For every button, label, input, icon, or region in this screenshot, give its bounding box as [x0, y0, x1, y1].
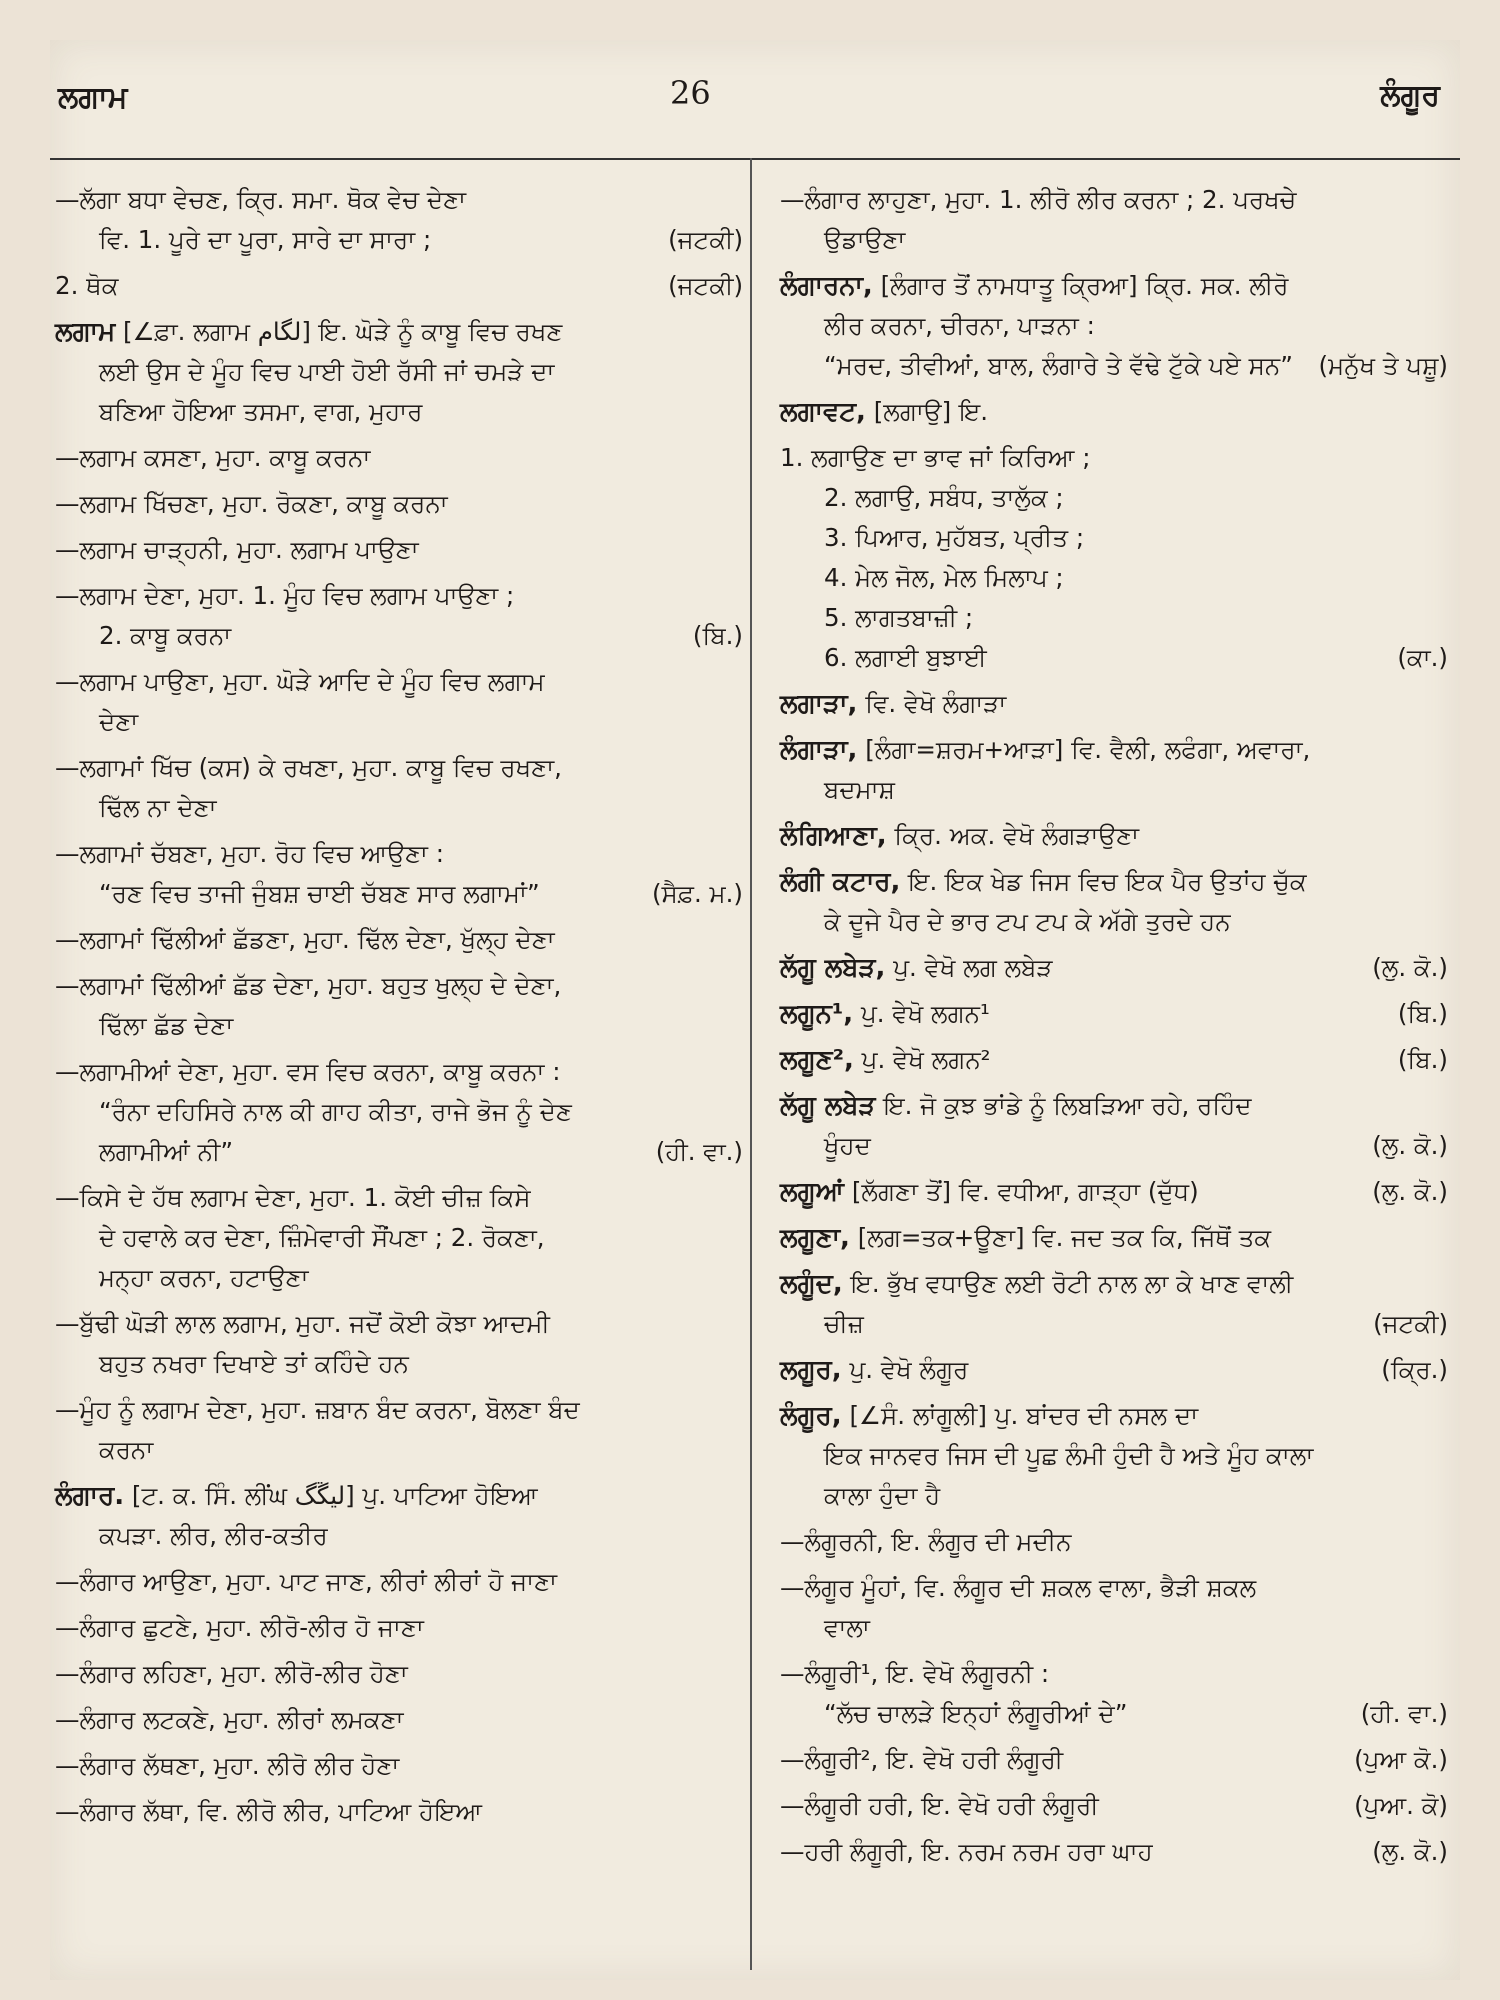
dictionary-entry — [55, 1052, 745, 1172]
entry-text: [ਲੱਗਣਾ ਤੋਂ] ਵਿ. ਵਧੀਆ, ਗਾੜ੍ਹਾ (ਦੁੱਧ) — [851, 1177, 1199, 1206]
entry-text: —ਲੰਗਾਰ ਲਟਕਣੇ, ਮੁਹਾ. ਲੀਰਾਂ ਲਮਕਣਾ — [55, 1705, 404, 1734]
dictionary-entry — [780, 1396, 1450, 1516]
entry-line — [780, 1172, 1360, 1212]
entry-text: —ਲੰਗੂਰ ਮੂੰਹਾਂ, ਵਿ. ਲੰਗੂਰ ਦੀ ਸ਼ਕਲ ਵਾਲਾ, ਭੈੜੀ ਸ਼ਕਲ — [780, 1573, 1257, 1602]
headword: ਲਗੂਣਾ, — [780, 1223, 850, 1253]
entry-text: ਕ੍ਰਿ. ਅਕ. ਵੇਖੋ ਲੰਗੜਾਉਣਾ — [894, 821, 1140, 850]
dictionary-entry — [780, 1218, 1450, 1258]
entry-text: —ਲਗਾਮ ਚਾੜ੍ਹਨੀ, ਮੁਹਾ. ਲਗਾਮ ਪਾਉਣਾ — [55, 535, 419, 564]
entry-text: ਬਦਮਾਸ਼ — [824, 775, 895, 804]
dictionary-entry — [55, 920, 745, 960]
entry-line — [55, 220, 655, 260]
dictionary-entry — [55, 1562, 745, 1602]
entry-line — [780, 770, 1360, 810]
right-guide-word: ਲੰਗੂਰ — [1380, 78, 1440, 113]
entry-line — [55, 1700, 655, 1740]
entry-text: [ਟ. ਕ. ਸਿੰ. ਲੀਂਘ لیڱگ] ਪੁ. ਪਾਟਿਆ ਹੋਇਆ — [131, 1481, 538, 1510]
entry-line — [55, 662, 655, 702]
entry-line — [55, 1258, 655, 1298]
entry-line — [780, 518, 1360, 558]
entry-text: —ਲੰਗਾਰ ਲਹਿਣਾ, ਮੁਹਾ. ਲੀਰੋ-ਲੀਰ ਹੋਣਾ — [55, 1659, 408, 1688]
entry-line — [55, 312, 655, 352]
dictionary-entry — [780, 1568, 1450, 1648]
entry-line — [780, 1218, 1360, 1258]
dictionary-entry — [55, 1792, 745, 1832]
entry-text: ਇਕ ਜਾਨਵਰ ਜਿਸ ਦੀ ਪੂਛ ਲੰਮੀ ਹੁੰਦੀ ਹੈ ਅਤੇ ਮੂੰਹ ਕਾਲਾ — [824, 1441, 1314, 1470]
page-header — [50, 70, 1460, 130]
entry-line — [780, 1740, 1360, 1780]
entry-text: ਦੇਣਾ — [99, 707, 139, 736]
dictionary-entry — [780, 266, 1450, 386]
entry-text: [ਲਗਾਉ] ਇ. — [873, 397, 989, 426]
entry-text: —ਲਗਾਮਾਂ ਚੱਬਣਾ, ਮੁਹਾ. ਰੋਹ ਵਿਚ ਆਉਣਾ : — [55, 839, 444, 868]
entry-text: ਦੇ ਹਵਾਲੇ ਕਰ ਦੇਣਾ, ਜ਼ਿੰਮੇਵਾਰੀ ਸੌਂਪਣਾ ; 2. ਰੋਕਣਾ, — [99, 1223, 545, 1252]
dictionary-entry — [55, 576, 745, 656]
dictionary-entry — [780, 1172, 1450, 1212]
entry-text: 4. ਮੇਲ ਜੋਲ, ਮੇਲ ਮਿਲਾਪ ; — [824, 563, 1064, 592]
headword: ਲਗੂਆਂ — [780, 1177, 845, 1207]
entry-text: ਮਨ੍ਹਾ ਕਰਨਾ, ਹਟਾਉਣਾ — [99, 1263, 309, 1292]
entry-text: ਲੀਰ ਕਰਨਾ, ਚੀਰਨਾ, ਪਾੜਨਾ : — [824, 311, 1095, 340]
entry-text: ਪੁ. ਵੇਖੋ ਲਗਨ¹ — [860, 999, 990, 1028]
entry-line — [780, 1040, 1360, 1080]
entry-text: —ਲੰਗਾਰ ਲੱਥਾ, ਵਿ. ਲੀਰੋ ਲੀਰ, ਪਾਟਿਆ ਹੋਇਆ — [55, 1797, 483, 1826]
headword: ਲਗਾਵਟ, — [780, 397, 866, 427]
entry-text: 2. ਲਗਾਉ, ਸਬੰਧ, ਤਾਲੁੱਕ ; — [824, 483, 1064, 512]
headword: ਲੱਗੂ ਲਬੇੜ — [780, 1091, 876, 1121]
entry-line — [780, 948, 1360, 988]
entry-line — [780, 598, 1360, 638]
entry-text: ਖੂੰਹਦ — [824, 1131, 871, 1160]
dictionary-page — [50, 40, 1460, 1980]
entry-text: —ਕਿਸੇ ਦੇ ਹੱਥ ਲਗਾਮ ਦੇਣਾ, ਮੁਹਾ. 1. ਕੋਈ ਚੀਜ਼ ਕਿਸੇ — [55, 1183, 531, 1212]
entry-text: —ਹਰੀ ਲੰਗੂਰੀ, ਇ. ਨਰਮ ਨਰਮ ਹਰਾ ਘਾਹ — [780, 1837, 1153, 1866]
left-column — [55, 180, 745, 1838]
entry-line — [780, 1522, 1360, 1562]
entry-text: ਕਪੜਾ. ਲੀਰ, ਲੀਰ-ਕਤੀਰ — [99, 1521, 328, 1550]
entry-line — [780, 730, 1360, 770]
dictionary-entry — [780, 684, 1450, 724]
entry-text: ਇ. ਜੋ ਕੁਝ ਭਾਂਡੇ ਨੂੰ ਲਿਬੜਿਆ ਰਹੇ, ਰਹਿੰਦ — [883, 1091, 1252, 1120]
dictionary-entry — [780, 1350, 1450, 1390]
entry-line — [780, 1654, 1360, 1694]
entry-text: [ਲੰਗਾਰ ਤੋਂ ਨਾਮਧਾਤੂ ਕ੍ਰਿਆ] ਕ੍ਰਿ. ਸਕ. ਲੀਰੋ — [880, 271, 1289, 300]
entry-text: ਢਿੱਲਾ ਛੱਡ ਦੇਣਾ — [99, 1011, 234, 1040]
entry-line — [780, 816, 1360, 856]
headword: ਲਗੂਨ¹, — [780, 999, 854, 1029]
dictionary-entry — [780, 862, 1450, 942]
entry-line — [55, 966, 655, 1006]
entry-line — [55, 438, 655, 478]
entry-line — [55, 1218, 655, 1258]
dictionary-entry — [780, 1654, 1450, 1734]
entry-line — [55, 484, 655, 524]
source-abbreviation: (ਜਟਕੀ) — [1373, 1309, 1448, 1338]
entry-text: “ਰਣ ਵਿਚ ਤਾਜੀ ਜੁੰਬਸ਼ ਚਾਈ ਚੱਬਣ ਸਾਰ ਲਗਾਮਾਂ” — [99, 879, 540, 908]
entry-line — [780, 862, 1360, 902]
headword: ਲੱਗੂ ਲਬੇੜ, — [780, 953, 886, 983]
dictionary-entry — [780, 948, 1450, 988]
entry-line — [55, 1092, 655, 1132]
entry-line — [780, 1476, 1360, 1516]
entry-line — [55, 748, 655, 788]
source-abbreviation: (ਸੈਫ਼. ਮ.) — [652, 879, 743, 908]
headword: ਲਗੂੰਦ, — [780, 1269, 843, 1299]
dictionary-entry — [780, 1522, 1450, 1562]
source-abbreviation: (ਜਟਕੀ) — [668, 225, 743, 254]
entry-line — [55, 1516, 655, 1556]
entry-line — [55, 1178, 655, 1218]
dictionary-entry — [55, 1476, 745, 1556]
entry-text: ਪੁ. ਵੇਖੋ ਲਗਨ² — [861, 1045, 991, 1074]
dictionary-entry — [780, 730, 1450, 810]
entry-line — [780, 1086, 1360, 1126]
left-guide-word: ਲਗਾਮ — [58, 80, 128, 115]
entry-line — [55, 920, 655, 960]
entry-text: —ਲਗਾਮਾਂ ਢਿੱਲੀਆਂ ਛੱਡ ਦੇਣਾ, ਮੁਹਾ. ਬਹੁਤ ਖੁਲ੍ਹ ਦੇ ਦੇਣਾ, — [55, 971, 562, 1000]
entry-line — [780, 1608, 1360, 1648]
source-abbreviation: (ਜਟਕੀ) — [668, 271, 743, 300]
entry-line — [780, 392, 1360, 432]
dictionary-entry — [55, 1178, 745, 1298]
dictionary-entry — [55, 312, 745, 432]
entry-text: ਕੇ ਦੂਜੇ ਪੈਰ ਦੇ ਭਾਰ ਟਪ ਟਪ ਕੇ ਅੱਗੇ ਤੁਰਦੇ ਹਨ — [824, 907, 1231, 936]
entry-text: ਉਡਾਉਣਾ — [824, 225, 906, 254]
entry-line — [55, 788, 655, 828]
source-abbreviation: (ਪੁਆ. ਕੋ) — [1354, 1791, 1448, 1820]
entry-line — [780, 220, 1360, 260]
source-abbreviation: (ਲੁ. ਕੋ.) — [1372, 1177, 1448, 1206]
source-abbreviation: (ਬਿ.) — [1397, 999, 1448, 1028]
entry-line — [780, 266, 1360, 306]
entry-text: ਇ. ਭੁੱਖ ਵਧਾਉਣ ਲਈ ਰੋਟੀ ਨਾਲ ਲਾ ਕੇ ਖਾਣ ਵਾਲੀ — [850, 1269, 1294, 1298]
entry-text: 5. ਲਾਗਤਬਾਜ਼ੀ ; — [824, 603, 974, 632]
headword: ਲੰਗਾਰ. — [55, 1481, 125, 1511]
dictionary-entry — [780, 438, 1450, 678]
page-number: 26 — [670, 74, 711, 112]
entry-line — [780, 1396, 1360, 1436]
entry-line — [55, 616, 655, 656]
entry-text: ਪੁ. ਵੇਖੋ ਲਗ ਲਬੇੜ — [893, 953, 1053, 982]
entry-text: [∠ਸੰ. ਲਾਂਗੂਲੀ] ਪੁ. ਬਾਂਦਰ ਦੀ ਨਸਲ ਦਾ — [849, 1401, 1199, 1430]
dictionary-entry — [55, 748, 745, 828]
dictionary-entry — [780, 1832, 1450, 1872]
dictionary-entry — [55, 1390, 745, 1470]
entry-text: —ਲੰਗਾਰ ਆਉਣਾ, ਮੁਹਾ. ਪਾਟ ਜਾਣ, ਲੀਰਾਂ ਲੀਰਾਂ ਹੋ ਜਾਣਾ — [55, 1567, 558, 1596]
entry-line — [55, 180, 655, 220]
entry-line — [55, 1608, 655, 1648]
entry-text: ਬਹੁਤ ਨਖਰਾ ਦਿਖਾਏ ਤਾਂ ਕਹਿੰਦੇ ਹਨ — [99, 1349, 409, 1378]
entry-text: —ਲਗਾਮਾਂ ਖਿੱਚ (ਕਸ) ਕੇ ਰਖਣਾ, ਮੁਹਾ. ਕਾਬੂ ਵਿਚ ਰਖਣਾ, — [55, 753, 562, 782]
headword: ਲਗੂਣ², — [780, 1045, 854, 1075]
entry-line — [55, 266, 655, 306]
dictionary-entry — [55, 966, 745, 1046]
dictionary-entry — [55, 1746, 745, 1786]
entry-line — [55, 1344, 655, 1384]
dictionary-entry — [55, 834, 745, 914]
source-abbreviation: (ਮਨੁੱਖ ਤੇ ਪਸ਼ੂ) — [1318, 351, 1448, 380]
dictionary-entry — [780, 180, 1450, 260]
headword: ਲੰਗੀ ਕਟਾਰ, — [780, 867, 901, 897]
headword: ਲਗਾਮ — [55, 317, 116, 347]
headword: ਲਗਾੜਾ, — [780, 689, 858, 719]
dictionary-entry — [55, 1654, 745, 1694]
entry-line — [780, 1264, 1360, 1304]
entry-line — [55, 576, 655, 616]
entry-text: ਢਿੱਲ ਨਾ ਦੇਣਾ — [99, 793, 217, 822]
entry-line — [780, 1350, 1360, 1390]
entry-line — [55, 1006, 655, 1046]
headword: ਲੰਗਿਆਣਾ, — [780, 821, 887, 851]
source-abbreviation: (ਬਿ.) — [1397, 1045, 1448, 1074]
entry-line — [55, 1304, 655, 1344]
entry-text: “ਰੰਨਾ ਦਹਿਸਿਰੇ ਨਾਲ ਕੀ ਗਾਹ ਕੀਤਾ, ਰਾਜੇ ਭੋਜ ਨੂੰ ਦੇਣ — [99, 1097, 572, 1126]
entry-text: —ਲੰਗਾਰ ਲੱਥਣਾ, ਮੁਹਾ. ਲੀਰੋ ਲੀਰ ਹੋਣਾ — [55, 1751, 400, 1780]
headword: ਲੰਗਾੜਾ, — [780, 735, 858, 765]
dictionary-entry — [55, 266, 745, 306]
entry-line — [780, 438, 1360, 478]
dictionary-entry — [780, 816, 1450, 856]
entry-text: —ਲਗਾਮ ਪਾਉਣਾ, ਮੁਹਾ. ਘੋੜੇ ਆਦਿ ਦੇ ਮੂੰਹ ਵਿਚ ਲਗਾਮ — [55, 667, 545, 696]
entry-line — [55, 834, 655, 874]
source-abbreviation: (ਬਿ.) — [692, 621, 743, 650]
entry-line — [55, 1132, 655, 1172]
entry-line — [55, 1746, 655, 1786]
entry-text: [ਲਗ=ਤਕ+ਊਣਾ] ਵਿ. ਜਦ ਤਕ ਕਿ, ਜਿੱਥੋਂ ਤਕ — [857, 1223, 1272, 1252]
entry-line — [55, 392, 655, 432]
entry-text: 2. ਕਾਬੂ ਕਰਨਾ — [99, 621, 232, 650]
dictionary-entry — [55, 1608, 745, 1648]
source-abbreviation: (ਲੁ. ਕੋ.) — [1372, 1131, 1448, 1160]
entry-text: —ਲਗਾਮਾਂ ਢਿੱਲੀਆਂ ਛੱਡਣਾ, ਮੁਹਾ. ਢਿੱਲ ਦੇਣਾ, ਖੁੱਲ੍ਹ ਦੇਣਾ — [55, 925, 555, 954]
entry-line — [780, 902, 1360, 942]
entry-line — [780, 1126, 1360, 1166]
entry-text: —ਲਗਾਮ ਕਸਣਾ, ਮੁਹਾ. ਕਾਬੂ ਕਰਨਾ — [55, 443, 371, 472]
entry-line — [55, 1052, 655, 1092]
entry-text: ਕਰਨਾ — [99, 1435, 154, 1464]
entry-line — [780, 346, 1360, 386]
dictionary-entry — [55, 662, 745, 742]
entry-line — [780, 684, 1360, 724]
source-abbreviation: (ਲੁ. ਕੋ.) — [1372, 1837, 1448, 1866]
dictionary-entry — [55, 530, 745, 570]
entry-text: ਕਾਲਾ ਹੁੰਦਾ ਹੈ — [824, 1481, 941, 1510]
entry-line — [780, 1832, 1360, 1872]
entry-line — [780, 1568, 1360, 1608]
source-abbreviation: (ਪੁਆ ਕੋ.) — [1354, 1745, 1448, 1774]
entry-line — [780, 180, 1360, 220]
entry-text: ਪੁ. ਵੇਖੋ ਲੰਗੂਰ — [849, 1355, 969, 1384]
headword: ਲਗੂਰ, — [780, 1355, 842, 1385]
entry-text: “ਲੱਚ ਚਾਲੜੇ ਇਨ੍ਹਾਂ ਲੰਗੂਰੀਆਂ ਦੇ” — [824, 1699, 1128, 1728]
column-divider — [750, 158, 752, 1970]
entry-text: ਵਾਲਾ — [824, 1613, 870, 1642]
entry-text: —ਲੰਗੂਰਨੀ, ਇ. ਲੰਗੂਰ ਦੀ ਮਦੀਨ — [780, 1527, 1072, 1556]
dictionary-entry — [780, 1086, 1450, 1166]
entry-line — [55, 702, 655, 742]
entry-text: —ਲਗਾਮ ਦੇਣਾ, ਮੁਹਾ. 1. ਮੂੰਹ ਵਿਚ ਲਗਾਮ ਪਾਉਣਾ ; — [55, 581, 515, 610]
entry-text: ਲਗਾਮੀਆਂ ਨੀ” — [99, 1137, 234, 1166]
entry-text: ਵਿ. ਵੇਖੋ ਲੰਗਾੜਾ — [865, 689, 1007, 718]
entry-text: 2. ਥੋਕ — [55, 271, 119, 300]
entry-text: —ਲੱਗਾ ਬਧਾ ਵੇਚਣ, ਕ੍ਰਿ. ਸਮਾ. ਥੋਕ ਵੇਚ ਦੇਣਾ — [55, 185, 467, 214]
source-abbreviation: (ਕ੍ਰਿ.) — [1381, 1355, 1448, 1384]
entry-line — [780, 1786, 1360, 1826]
entry-text: —ਲੰਗੂਰੀ², ਇ. ਵੇਖੋ ਹਰੀ ਲੰਗੂਰੀ — [780, 1745, 1064, 1774]
entry-line — [780, 478, 1360, 518]
dictionary-entry — [780, 392, 1450, 432]
entry-line — [55, 1792, 655, 1832]
entry-line — [55, 1562, 655, 1602]
source-abbreviation: (ਹੀ. ਵਾ.) — [655, 1137, 743, 1166]
right-column — [780, 180, 1450, 1878]
headword: ਲੰਗਾਰਨਾ, — [780, 271, 873, 301]
entry-line — [55, 1476, 655, 1516]
dictionary-entry — [55, 180, 745, 260]
entry-text: ਬਣਿਆ ਹੋਇਆ ਤਸਮਾ, ਵਾਗ, ਮੁਹਾਰ — [99, 397, 423, 426]
entry-text: ਇ. ਇਕ ਖੇਡ ਜਿਸ ਵਿਚ ਇਕ ਪੈਰ ਉਤਾਂਹ ਚੁੱਕ — [908, 867, 1307, 896]
entry-text: —ਲੰਗਾਰ ਲਾਹੁਣਾ, ਮੁਹਾ. 1. ਲੀਰੋ ਲੀਰ ਕਰਨਾ ; 2. ਪਰਖਚੇ — [780, 185, 1297, 214]
entry-line — [780, 1694, 1360, 1734]
source-abbreviation: (ਲੁ. ਕੋ.) — [1372, 953, 1448, 982]
dictionary-entry — [780, 994, 1450, 1034]
entry-text: [∠ਫ਼ਾ. ਲਗਾਮ لگام] ਇ. ਘੋੜੇ ਨੂੰ ਕਾਬੂ ਵਿਚ ਰਖਣ — [123, 317, 563, 346]
entry-text: ਲਈ ਉਸ ਦੇ ਮੂੰਹ ਵਿਚ ਪਾਈ ਹੋਈ ਰੱਸੀ ਜਾਂ ਚਮੜੇ ਦਾ — [99, 357, 555, 386]
dictionary-entry — [55, 1700, 745, 1740]
entry-line — [780, 558, 1360, 598]
entry-line — [780, 306, 1360, 346]
entry-line — [780, 638, 1360, 678]
dictionary-entry — [780, 1264, 1450, 1344]
entry-text: —ਲਗਾਮ ਖਿੱਚਣਾ, ਮੁਹਾ. ਰੋਕਣਾ, ਕਾਬੂ ਕਰਨਾ — [55, 489, 448, 518]
entry-text: ਚੀਜ਼ — [824, 1309, 864, 1338]
entry-text: —ਲੰਗਾਰ ਛੁਟਣੇ, ਮੁਹਾ. ਲੀਰੋ-ਲੀਰ ਹੋ ਜਾਣਾ — [55, 1613, 424, 1642]
entry-line — [55, 352, 655, 392]
headword: ਲੰਗੂਰ, — [780, 1401, 842, 1431]
entry-line — [55, 1654, 655, 1694]
entry-text: [ਲੰਗਾ=ਸ਼ਰਮ+ਆੜਾ] ਵਿ. ਵੈਲੀ, ਲਫੰਗਾ, ਅਵਾਰਾ, — [865, 735, 1311, 764]
entry-text: —ਲਗਾਮੀਆਂ ਦੇਣਾ, ਮੁਹਾ. ਵਸ ਵਿਚ ਕਰਨਾ, ਕਾਬੂ ਕਰਨਾ : — [55, 1057, 561, 1086]
entry-text: 3. ਪਿਆਰ, ਮੁਹੱਬਤ, ਪ੍ਰੀਤ ; — [824, 523, 1085, 552]
entry-text: 1. ਲਗਾਉਣ ਦਾ ਭਾਵ ਜਾਂ ਕਿਰਿਆ ; — [780, 443, 1091, 472]
entry-text: ਵਿ. 1. ਪੂਰੇ ਦਾ ਪੂਰਾ, ਸਾਰੇ ਦਾ ਸਾਰਾ ; — [99, 225, 432, 254]
entry-line — [780, 1304, 1360, 1344]
source-abbreviation: (ਹੀ. ਵਾ.) — [1360, 1699, 1448, 1728]
dictionary-entry — [55, 484, 745, 524]
entry-line — [780, 1436, 1360, 1476]
entry-text: 6. ਲਗਾਈ ਬੁਝਾਈ — [824, 643, 987, 672]
entry-text: —ਬੁੱਢੀ ਘੋੜੀ ਲਾਲ ਲਗਾਮ, ਮੁਹਾ. ਜਦੋਂ ਕੋਈ ਕੋਝਾ ਆਦਮੀ — [55, 1309, 550, 1338]
entry-line — [55, 1430, 655, 1470]
entry-line — [55, 1390, 655, 1430]
entry-line — [55, 874, 655, 914]
entry-text: —ਲੰਗੂਰੀ¹, ਇ. ਵੇਖੋ ਲੰਗੂਰਨੀ : — [780, 1659, 1050, 1688]
entry-line — [55, 530, 655, 570]
entry-line — [780, 994, 1360, 1034]
header-rule — [50, 158, 1460, 160]
dictionary-entry — [780, 1740, 1450, 1780]
dictionary-entry — [780, 1786, 1450, 1826]
dictionary-entry — [55, 1304, 745, 1384]
entry-text: —ਲੰਗੂਰੀ ਹਰੀ, ਇ. ਵੇਖੋ ਹਰੀ ਲੰਗੂਰੀ — [780, 1791, 1099, 1820]
dictionary-entry — [55, 438, 745, 478]
entry-text: “ਮਰਦ, ਤੀਵੀਆਂ, ਬਾਲ, ਲੰਗਾਰੇ ਤੇ ਵੱਢੇ ਟੁੱਕੇ ਪਏ ਸਨ” — [824, 351, 1293, 380]
dictionary-entry — [780, 1040, 1450, 1080]
source-abbreviation: (ਕਾ.) — [1397, 643, 1448, 672]
entry-text: —ਮੂੰਹ ਨੂੰ ਲਗਾਮ ਦੇਣਾ, ਮੁਹਾ. ਜ਼ਬਾਨ ਬੰਦ ਕਰਨਾ, ਬੋਲਣਾ ਬੰਦ — [55, 1395, 580, 1424]
